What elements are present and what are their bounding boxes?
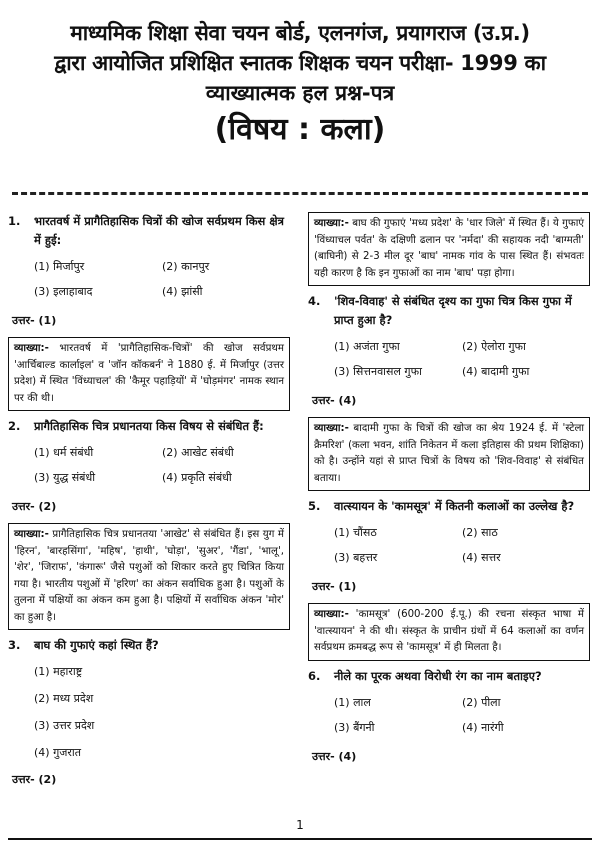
option: (4) सत्तर (462, 551, 501, 564)
question-2 (8, 417, 290, 436)
option: (4) नारंगी (462, 720, 504, 734)
question-5 (308, 497, 590, 516)
left-column (8, 206, 290, 788)
option: (1) मिर्जापुर (34, 260, 85, 273)
question-3 (8, 636, 290, 655)
question-6 (308, 667, 590, 686)
option: (3) युद्ध संबंधी (34, 471, 96, 484)
options-4 (308, 338, 590, 380)
explanation-label: व्याख्या:- (14, 343, 49, 354)
question-number: 4. (308, 294, 321, 308)
options-1 (8, 258, 290, 300)
option: (1) चौंसठ (334, 526, 377, 539)
option: (1) लाल (334, 695, 371, 709)
header-line-2: द्वारा आयोजित प्रशिक्षित स्नातक शिक्षक चयन परीक्षा- 1999 का (54, 51, 546, 75)
explanation-box-3 (308, 212, 590, 286)
subject-title: (विषय : कला) (214, 112, 386, 147)
question-number: 3. (8, 638, 21, 652)
options-5 (308, 524, 590, 566)
explanation-label: व्याख्या:- (314, 218, 349, 229)
question-number: 5. (308, 499, 321, 513)
option: (4) प्रकृति संबंधी (162, 471, 232, 484)
option: (4) झांसी (162, 285, 203, 298)
question-text: 'शिव-विवाह' से संबंधित दृश्य का गुफा चित्र किस गुफा में प्राप्त हुआ है? (334, 294, 572, 327)
explanation-text: बाघ की गुफाएं 'मध्य प्रदेश' के 'धार जिले' में स्थित हैं। ये गुफाएं 'विंध्याचल पर्वत' के दक्षिणी ढलान पर 'नर्मदा' की सहायक नदी 'बाग्मती' (बाघिनी) से 2-3 मील दूर 'बाघ' नामक गांव के पास स्थित हैं। संभवतः यही कारण है कि इन गुफाओं का नाम 'बाघ' पड़ा होगा। (314, 218, 584, 279)
options-2 (8, 444, 290, 486)
dashed-divider (12, 192, 588, 195)
explanation-text: 'कामसूत्र' (600-200 ई.पू.) की रचना संस्कृत भाषा में 'वात्स्यायन' ने की थी। संस्कृत के प्राचीन ग्रंथों में 64 कलाओं का वर्णन सर्वप्रथम क्रमबद्ध रूप से 'कामसूत्र' में ही मिलता है। (314, 609, 584, 653)
answer-2: उत्तर- (2) (12, 500, 57, 513)
page-header (0, 0, 600, 150)
answer-1: उत्तर- (1) (12, 314, 57, 327)
explanation-box-2 (8, 523, 290, 630)
explanation-box-1 (8, 337, 290, 411)
options-6 (308, 694, 590, 736)
explanation-text: भारतवर्ष में 'प्रागैतिहासिक-चित्रों' की खोज सर्वप्रथम 'आर्चिबाल्ड कार्लाइल' व 'जॉन कॉकबर्न' ने 1880 ई. में मिर्जापुर (उत्तर प्रदेश) में स्थित 'विंध्याचल' की 'कैमूर पहाड़ियों' में 'घोड़मंगर' नामक स्थान पर की थी। (14, 343, 284, 404)
option: (1) अजंता गुफा (334, 340, 400, 353)
question-number: 6. (308, 668, 321, 683)
option: (2) साठ (462, 526, 498, 539)
question-number: 1. (8, 214, 21, 228)
explanation-box-4 (308, 417, 590, 491)
answer-3: उत्तर- (2) (12, 773, 57, 786)
option: (4) गुजरात (34, 746, 82, 759)
explanation-text: प्रागैतिहासिक चित्र प्रधानतया 'आखेट' से संबंधित हैं। इस युग में 'हिरन', 'बारहसिंगा', 'महिष', 'हाथी', 'घोड़ा', 'सुअर', 'गैंडा', 'भालू', 'शेर', 'जिराफ', 'कंगारू' जैसे पशुओं को शिकार करते हुए चित्रित किया गया है। भारतीय पशुओं में 'हरिण' का अंकन सर्वाधिक हुआ है। पशुओं के तुलना में पक्षियों का अंकन कम हुआ है। पक्षियों में सर्वाधिक अंकन 'मोर' का हुआ है। (14, 529, 284, 623)
page-number: 1 (296, 818, 304, 832)
option: (3) उत्तर प्रदेश (34, 719, 95, 732)
option: (3) सित्तनवासल गुफा (334, 365, 422, 378)
answer-4: उत्तर- (4) (312, 394, 357, 407)
explanation-text: बादामी गुफा के चित्रों की खोज का श्रेय 1924 ई. में 'स्टेला क्रैमरिश' (कला भवन, शांति निकेतन में कला इतिहास की प्रथम शिक्षिका) को है। उन्होंने यहां से प्राप्त चित्रों के विषय को 'शिव-विवाह' से संबंधित बताया। (314, 423, 584, 484)
option: (3) इलाहाबाद (34, 285, 93, 298)
option: (2) आखेट संबंधी (162, 446, 234, 459)
option: (2) मध्य प्रदेश (34, 692, 94, 705)
right-column (308, 206, 590, 765)
question-number: 2. (8, 419, 21, 433)
question-4 (308, 292, 590, 330)
question-text: बाघ की गुफाएं कहां स्थित हैं? (34, 638, 159, 652)
bottom-rule (8, 838, 592, 840)
answer-6: उत्तर- (4) (312, 749, 357, 763)
option: (3) बहत्तर (334, 551, 378, 564)
question-1 (8, 212, 290, 250)
question-text: प्रागैतिहासिक चित्र प्रधानतया किस विषय से संबंधित हैं: (34, 419, 264, 433)
question-text: वात्स्यायन के 'कामसूत्र' में कितनी कलाओं का उल्लेख है? (334, 499, 575, 513)
explanation-label: व्याख्या:- (14, 529, 49, 540)
question-text: नीले का पूरक अथवा विरोधी रंग का नाम बताइए? (334, 668, 542, 683)
option: (2) कानपुर (162, 260, 210, 273)
option: (1) महाराष्ट्र (34, 665, 83, 678)
header-line-1: माध्यमिक शिक्षा सेवा चयन बोर्ड, एलनगंज, प्रयागराज (उ.प्र.) (70, 21, 530, 45)
option: (2) पीला (462, 695, 501, 709)
option: (1) धर्म संबंधी (34, 446, 94, 459)
explanation-label: व्याख्या:- (314, 423, 349, 434)
options-3 (8, 663, 290, 761)
option: (4) बादामी गुफा (462, 365, 530, 378)
explanation-label: व्याख्या:- (314, 609, 349, 620)
question-text: भारतवर्ष में प्रागैतिहासिक चित्रों की खोज सर्वप्रथम किस क्षेत्र में हुई: (34, 214, 284, 247)
explanation-box-5 (308, 603, 590, 661)
option: (3) बैंगनी (334, 720, 375, 734)
answer-5: उत्तर- (1) (312, 580, 357, 593)
header-line-3: व्याख्यात्मक हल प्रश्न-पत्र (205, 81, 395, 105)
option: (2) ऐलोरा गुफा (462, 340, 526, 353)
